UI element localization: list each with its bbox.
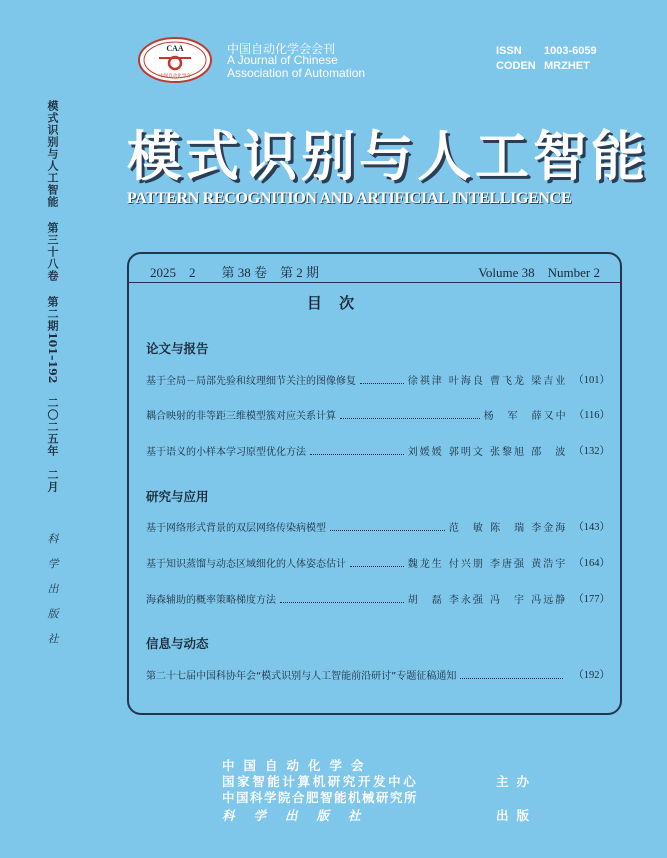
entry-page: （116） [573,410,610,421]
journal-cn: 中国自动化学会会刊 [227,42,336,56]
toc-entry[interactable] [146,520,610,534]
org-nci: 国家智能计算机研究开发中心 [222,774,419,789]
toc-entry[interactable] [146,556,610,570]
dot-leader [330,530,445,531]
entry-page: （143） [573,522,610,533]
entry-title: 基于网络形式背景的双层网络传染病模型 [146,523,326,534]
spine-volume: 第三十八卷 [46,222,59,282]
spine-pages: 101–192 [46,332,59,384]
journal-en [227,54,365,80]
entry-title: 基于知识蒸馏与动态区域细化的人体姿态估计 [146,559,346,570]
issn-value: 1003-6059 [544,45,597,57]
issue-line-cn: 2025 2 第 38 卷 第 2 期 [150,265,320,280]
role-host: 主办 [496,774,538,789]
section-heading: 论文与报告 [146,341,209,356]
dot-leader [360,383,404,384]
entry-authors: 魏龙生 付兴朋 李唐强 黄浩宇 [407,559,568,570]
entry-page: （132） [573,446,610,457]
logo-text: CAA [166,44,184,53]
entry-title: 耦合映射的非等距三维模型簇对应关系计算 [146,411,336,422]
entry-authors: 胡 磊 李永强 冯 宇 冯远静 [407,595,568,606]
entry-page: （192） [573,670,610,681]
org-caa: 中国自动化学会 [222,758,373,773]
spine-issue: 第二期 [46,296,59,332]
toc-title: 目 次 [306,294,361,312]
entry-page: （101） [573,375,610,386]
dot-leader [280,602,404,603]
title-en: PATTERN RECOGNITION AND ARTIFICIAL INTELLIGENCE [127,190,572,207]
toc-entry[interactable] [146,373,610,387]
toc-entry[interactable] [146,444,610,458]
coden-label: CODEN [496,60,536,72]
spine [44,100,64,658]
entry-page: （177） [573,594,610,605]
issn-label: ISSN [496,45,522,57]
entry-authors: 徐祺津 叶海良 曹飞龙 梁吉业 [407,376,568,387]
spine-press: 科学出版社 [46,533,59,659]
toc-entry[interactable] [146,668,610,682]
logo-subtext: 中国自动化学会 [159,74,191,79]
entry-title: 第二十七届中国科协年会“模式识别与人工智能前沿研讨”专题征稿通知 [146,671,457,682]
entry-page: （164） [573,558,610,569]
journal-en-line1: A Journal of Chinese [227,53,338,67]
entry-title: 基于语义的小样本学习原型优化方法 [146,447,306,458]
entry-title: 海森辅助的概率策略梯度方法 [146,595,276,606]
toc-entry[interactable] [146,408,610,422]
title-cn: 模式识别与人工智能 [127,124,649,188]
issue-line-en: Volume 38 Number 2 [478,265,600,280]
dot-leader [310,454,404,455]
issue-separator [129,282,620,283]
entry-authors: 范 敏 陈 瑞 李金海 [448,523,568,534]
coden-value: MRZHET [544,60,590,72]
entry-title: 基于全局－局部先验和纹理细节关注的图像修复 [146,376,356,387]
caa-logo [137,36,213,84]
section-heading: 研究与应用 [146,489,209,504]
issue-line [150,262,600,280]
caa-logo-icon [137,36,213,84]
dot-leader [340,418,480,419]
dot-leader [350,566,404,567]
toc-entry[interactable] [146,592,610,606]
spine-date: 二〇二五年 二月 [46,397,59,494]
spine-title: 模式识别与人工智能 [46,100,59,208]
issn-block [496,44,597,74]
dot-leader [460,678,563,679]
section-heading: 信息与动态 [146,636,209,651]
entry-authors: 刘媛媛 郭明文 张黎旭 邵 波 [407,447,568,458]
entry-authors: 杨 军 薛又中 [483,411,568,422]
journal-en-line2: Association of Automation [227,66,366,80]
role-publish: 出版 [496,808,538,823]
org-hfim: 中国科学院合肥智能机械研究所 [222,790,419,805]
org-press: 科学出版社 [222,808,380,823]
